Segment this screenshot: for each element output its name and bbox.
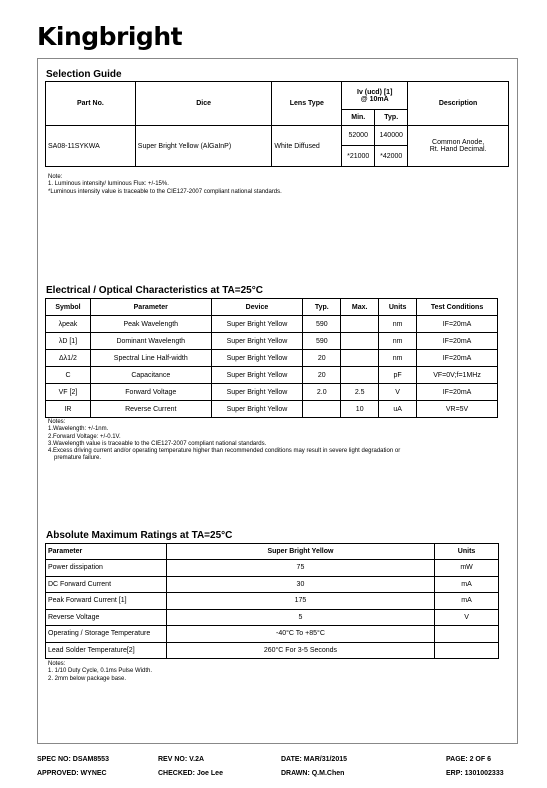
table-cell: mA bbox=[435, 593, 499, 610]
table-cell: nm bbox=[379, 333, 417, 350]
table-cell: nm bbox=[379, 350, 417, 367]
table-cell: Dominant Wavelength bbox=[90, 333, 211, 350]
footer-checked: CHECKED: Joe Lee bbox=[158, 770, 223, 777]
table-cell bbox=[303, 401, 341, 418]
footer-date: DATE: MAR/31/2015 bbox=[281, 756, 348, 763]
table-cell: VF=0V;f=1MHz bbox=[417, 367, 498, 384]
elec-header-cell: Device bbox=[211, 299, 303, 316]
table-cell bbox=[341, 367, 379, 384]
absolute-maximum-ratings-title: Absolute Maximum Ratings at TA=25°C bbox=[46, 530, 233, 541]
elec-header-cell: Typ. bbox=[303, 299, 341, 316]
table-cell: 590 bbox=[303, 316, 341, 333]
header-min: Min. bbox=[342, 110, 375, 126]
table-cell: Super Bright Yellow bbox=[211, 367, 303, 384]
table-cell: 2.0 bbox=[303, 384, 341, 401]
part-number-cell: SA08-11SYKWA bbox=[46, 126, 136, 167]
table-cell: 75 bbox=[166, 560, 434, 577]
table-cell: 20 bbox=[303, 367, 341, 384]
header-part-no: Part No. bbox=[46, 82, 136, 126]
table-row bbox=[46, 560, 499, 577]
table-row bbox=[46, 384, 498, 401]
table-cell: Super Bright Yellow bbox=[211, 333, 303, 350]
abs-header-cell: Units bbox=[435, 544, 499, 560]
table-row bbox=[46, 367, 498, 384]
table-cell: 5 bbox=[166, 609, 434, 626]
abs-header-cell: Parameter bbox=[46, 544, 167, 560]
footer-approved: APPROVED: WYNEC bbox=[37, 770, 107, 777]
iv-min-cell: 52000 bbox=[342, 126, 375, 146]
table-cell bbox=[341, 350, 379, 367]
table-cell: VR=5V bbox=[417, 401, 498, 418]
selection-guide-table bbox=[45, 81, 509, 167]
table-cell: pF bbox=[379, 367, 417, 384]
table-cell: 175 bbox=[166, 593, 434, 610]
electrical-characteristics-table bbox=[45, 298, 498, 418]
company-logo: Kingbright bbox=[37, 22, 183, 51]
elec-header-cell: Parameter bbox=[90, 299, 211, 316]
absolute-ratings-notes: Notes: 1. 1/10 Duty Cycle, 0.1ms Pulse Width. 2. 2mm below package base. bbox=[48, 661, 153, 682]
footer-erp: ERP: 1301002333 bbox=[446, 770, 504, 777]
table-cell: IF=20mA bbox=[417, 316, 498, 333]
table-cell: Spectral Line Half-width bbox=[90, 350, 211, 367]
table-cell: mW bbox=[435, 560, 499, 577]
footer-page: PAGE: 2 OF 6 bbox=[446, 756, 491, 763]
table-cell: DC Forward Current bbox=[46, 576, 167, 593]
table-cell: Super Bright Yellow bbox=[211, 350, 303, 367]
table-cell bbox=[435, 626, 499, 643]
absolute-maximum-ratings-table bbox=[45, 543, 499, 659]
table-cell: Peak Wavelength bbox=[90, 316, 211, 333]
footer-rev-no: REV NO: V.2A bbox=[158, 756, 205, 763]
table-cell: Reverse Current bbox=[90, 401, 211, 418]
electrical-notes: Notes: 1.Wavelength: +/-1nm. 2.Forward Voltage: +/-0.1V. 3.Wavelength value is traceable to the CIE127-2007 compliant national standards. 4.Excess driving current and/or operating temperature higher than recommended conditions may result in severe light degradation or premature failure. bbox=[48, 419, 401, 462]
table-cell: 2.5 bbox=[341, 384, 379, 401]
description-cell: Common Anode, Rt. Hand Decimal. bbox=[408, 126, 509, 167]
table-cell bbox=[341, 316, 379, 333]
elec-header-cell: Test Conditions bbox=[417, 299, 498, 316]
table-cell: 10 bbox=[341, 401, 379, 418]
iv-typ-cie-cell: *42000 bbox=[375, 146, 408, 167]
table-cell: Reverse Voltage bbox=[46, 609, 167, 626]
electrical-characteristics-title: Electrical / Optical Characteristics at TA=25°C bbox=[46, 285, 263, 296]
table-cell: 30 bbox=[166, 576, 434, 593]
table-cell: Lead Solder Temperature[2] bbox=[46, 642, 167, 659]
header-lens-type: Lens Type bbox=[272, 82, 342, 126]
table-cell: -40°C To +85°C bbox=[166, 626, 434, 643]
elec-header-cell: Symbol bbox=[46, 299, 91, 316]
table-cell: Super Bright Yellow bbox=[211, 316, 303, 333]
footer-spec-no: SPEC NO: DSAM8553 bbox=[37, 756, 109, 763]
table-cell: Forward Voltage bbox=[90, 384, 211, 401]
table-cell: Super Bright Yellow bbox=[211, 384, 303, 401]
header-iv: Iv (ucd) [1] @ 10mA bbox=[342, 82, 408, 110]
table-cell: V bbox=[435, 609, 499, 626]
table-row bbox=[46, 316, 498, 333]
table-cell: V bbox=[379, 384, 417, 401]
table-cell: Δλ1/2 bbox=[46, 350, 91, 367]
abs-header-cell: Super Bright Yellow bbox=[166, 544, 434, 560]
selection-guide-notes: Note: 1. Luminous intensity/ luminous Flux: +/-15%. *Luminous intensity value is traceable to the CIE127-2007 compliant national standards. bbox=[48, 174, 282, 195]
footer-drawn: DRAWN: Q.M.Chen bbox=[281, 770, 345, 777]
table-row bbox=[46, 642, 499, 659]
table-cell: VF [2] bbox=[46, 384, 91, 401]
table-row bbox=[46, 593, 499, 610]
table-cell: Operating / Storage Temperature bbox=[46, 626, 167, 643]
table-cell: IF=20mA bbox=[417, 350, 498, 367]
table-cell: 20 bbox=[303, 350, 341, 367]
table-row bbox=[46, 576, 499, 593]
table-row bbox=[46, 626, 499, 643]
table-cell: mA bbox=[435, 576, 499, 593]
table-cell: Capacitance bbox=[90, 367, 211, 384]
table-cell: Peak Forward Current [1] bbox=[46, 593, 167, 610]
dice-cell: Super Bright Yellow (AlGaInP) bbox=[135, 126, 272, 167]
table-cell: 260°C For 3-5 Seconds bbox=[166, 642, 434, 659]
table-row bbox=[46, 350, 498, 367]
table-cell bbox=[435, 642, 499, 659]
table-cell: IR bbox=[46, 401, 91, 418]
table-cell: nm bbox=[379, 316, 417, 333]
table-cell: C bbox=[46, 367, 91, 384]
table-cell: Power dissipation bbox=[46, 560, 167, 577]
iv-min-cie-cell: *21000 bbox=[342, 146, 375, 167]
table-row bbox=[46, 333, 498, 350]
iv-typ-cell: 140000 bbox=[375, 126, 408, 146]
table-cell: IF=20mA bbox=[417, 333, 498, 350]
table-row bbox=[46, 401, 498, 418]
table-cell: uA bbox=[379, 401, 417, 418]
table-cell: Super Bright Yellow bbox=[211, 401, 303, 418]
header-dice: Dice bbox=[135, 82, 272, 126]
header-description: Description bbox=[408, 82, 509, 126]
table-row bbox=[46, 609, 499, 626]
elec-header-cell: Units bbox=[379, 299, 417, 316]
header-typ: Typ. bbox=[375, 110, 408, 126]
selection-guide-title: Selection Guide bbox=[46, 69, 122, 80]
table-cell: λpeak bbox=[46, 316, 91, 333]
table-cell: IF=20mA bbox=[417, 384, 498, 401]
elec-header-cell: Max. bbox=[341, 299, 379, 316]
table-cell: 590 bbox=[303, 333, 341, 350]
lens-type-cell: White Diffused bbox=[272, 126, 342, 167]
table-cell bbox=[341, 333, 379, 350]
table-cell: λD [1] bbox=[46, 333, 91, 350]
